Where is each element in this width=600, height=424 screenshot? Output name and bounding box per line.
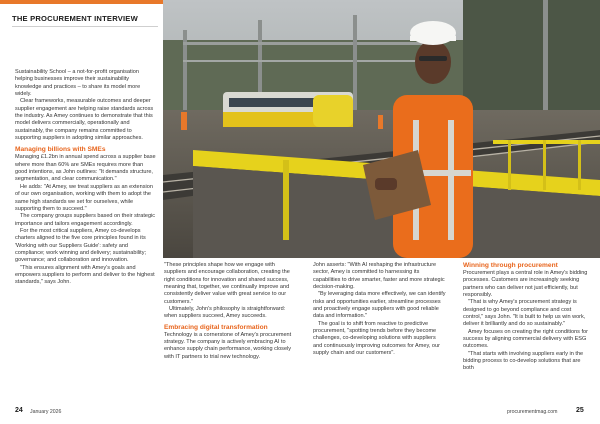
col4-body-4: "That starts with involving suppliers early in the bidding process to co-develop solutions that are both xyxy=(463,350,584,372)
col4-body-3: Amey focuses on creating the right conditions for success by aligning commercial delivery with ESG outcomes. xyxy=(463,328,588,350)
header-divider xyxy=(12,26,158,27)
col4-body-1: Procurement plays a central role in Amey's bidding processes. Customers are increasingly seeking partners who can deliver not just efficiently, but responsibly. xyxy=(463,270,588,299)
column-4 xyxy=(463,262,591,373)
col4-subhead: Winning through procurement xyxy=(463,262,558,269)
col1-body-4: For the most critical suppliers, Amey co-develops charters aligned to the five core principles found in its 'Working with our Suppliers Guide': safety and compliance; work winning and delivery; sustainability; governance; and collaboration and innovation. xyxy=(15,227,147,264)
col1-body-3: The company groups suppliers based on their strategic importance and tailors engagement accordingly. xyxy=(15,213,156,227)
page-number-left: 24 xyxy=(15,407,23,414)
col2-body-1: "These principles shape how we engage with suppliers and encourage collaboration, creating the right conditions for innovation and shared success, meaning that, together, we continually improve and consistently deliver value with great service to our customers." xyxy=(164,262,290,305)
col1-body-5: "This ensures alignment with Amey's goals and empowers suppliers to perform and deliver to the highest standards," says John. xyxy=(15,264,155,286)
hero-photo xyxy=(163,0,600,258)
col1-intro-2: Clear frameworks, measurable outcomes and deeper supplier engagement are helping raise standards across the industry. As Amey continues to demonstrate that this model delivers commercially, operationally and sustainably, the company remains committed to supporting suppliers in adopting similar approaches. xyxy=(15,98,154,142)
column-3 xyxy=(313,262,446,357)
col2-subhead: Embracing digital transformation xyxy=(164,323,268,331)
col1-intro-1: Sustainability School – a not-for-profit organisation helping businesses improve their sustainability knowledge and practices – to share its model more widely. xyxy=(15,69,141,98)
col2-body-2: Ultimately, John's philosophy is straightforward: when suppliers succeed, Amey succeeds. xyxy=(164,306,286,320)
section-header: THE PROCUREMENT INTERVIEW xyxy=(12,14,138,23)
col3-body-1: John asserts: "With AI reshaping the infrastructure sector, Amey is committed to harnessing its capabilities to drive smarter, faster and more strategic decision-making. xyxy=(313,262,445,291)
website-link[interactable]: procurementmag.com xyxy=(507,409,558,415)
column-1 xyxy=(15,69,157,287)
col3-body-3: The goal is to shift from reactive to predictive procurement, "spotting trends before they become challenges, co-developing solutions with suppliers and continuously improving outcomes for Amey, our supply chain and our customers". xyxy=(313,320,440,357)
col2-body-3: Technology is a cornerstone of Amey's procurement strategy. The company is actively embracing AI to enhance supply chain performance, working closely with IT partners to trial new technology. xyxy=(164,331,292,360)
col4-body-2: "That is why Amey's procurement strategy is designed to go beyond compliance and cost control," says John. "It is built to help us win work, deliver it brilliantly and do so sustainably." xyxy=(463,299,586,328)
col1-body-2: He adds: "At Amey, we treat suppliers as an extension of our own organisation, working with them to adopt the same high standards we set for ourselves, while supporting them to succeed." xyxy=(15,183,153,212)
page-number-right: 25 xyxy=(576,407,584,414)
issue-date: January 2026 xyxy=(30,409,62,415)
col3-body-2: "By leveraging data more effectively, we can identify risks and opportunities earlier, streamline processes and proactively engage suppliers with good reliable data and information." xyxy=(313,291,446,320)
col1-body-1: Managing £1.2bn in annual spend across a supplier base where more than 60% are SMEs requires more than good intentions, as John outlines: "It demands structure, segmentation, and clear communication." xyxy=(15,154,156,183)
column-2 xyxy=(164,262,297,361)
worker-photo-icon xyxy=(163,0,600,258)
col1-subhead: Managing billions with SMEs xyxy=(15,146,106,154)
